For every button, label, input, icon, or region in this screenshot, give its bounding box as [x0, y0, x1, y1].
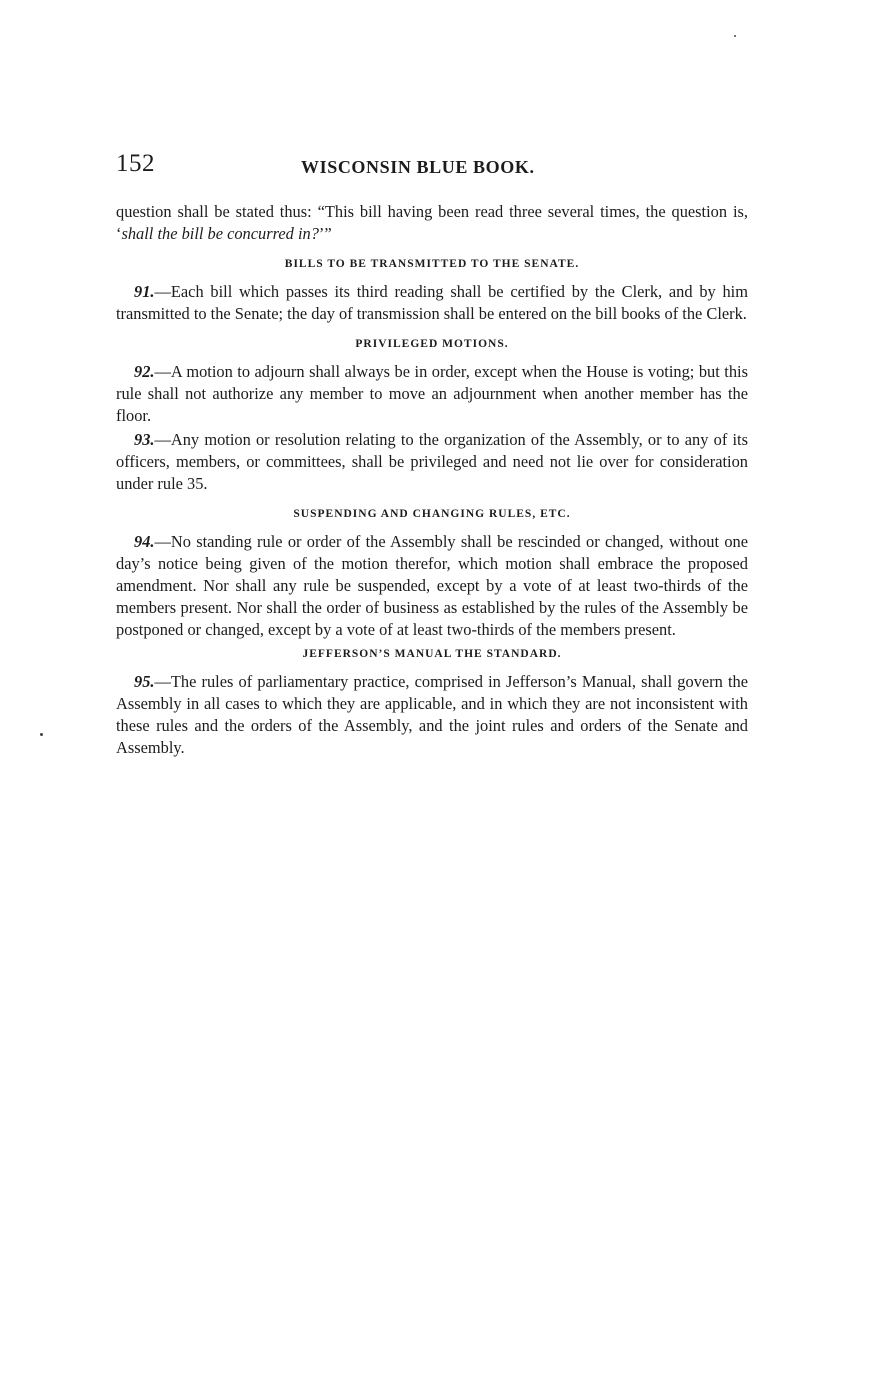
- rule-paragraph: [116, 429, 748, 495]
- section-heading: JEFFERSON’S MANUAL THE STANDARD.: [302, 648, 562, 660]
- rule-number: 94.: [134, 532, 155, 551]
- rule-paragraph: [116, 361, 748, 427]
- book-page: [116, 150, 748, 759]
- rule-number: 92.: [134, 362, 155, 381]
- page-number: 152: [116, 150, 155, 177]
- rule-text: —No standing rule or order of the Assembly shall be rescinded or changed, without one day’s notice being given of the motion therefor, which motion shall embrace the proposed amendment. Nor shall any rule be suspended, except by a vote of at least two-thirds of the members present. Nor shall the order of business as established by the rules of the Assembly be postponed or changed, except by a vote of at least two-thirds of the members present.: [116, 532, 748, 639]
- rule-paragraph: [116, 531, 748, 641]
- section-heading: SUSPENDING AND CHANGING RULES, ETC.: [293, 508, 571, 520]
- rule-number: 91.: [134, 282, 155, 301]
- rule-text: —Any motion or resolution relating to the organization of the Assembly, or to any of its officers, members, or committees, shall be privileged and need not lie over for consideration under rule 35.: [116, 430, 748, 493]
- intro-question: shall the bill be concurred in?: [121, 224, 319, 243]
- page-body: [116, 201, 748, 759]
- section-heading: BILLS TO BE TRANSMITTED TO THE SENATE.: [284, 258, 580, 270]
- rule-paragraph: [116, 281, 748, 325]
- rule-text: —Each bill which passes its third reading shall be certified by the Clerk, and by him transmitted to the Senate; the day of transmission shall be entered on the bill books of the Clerk.: [116, 282, 748, 323]
- rule-text: —A motion to adjourn shall always be in order, except when the House is voting; but this rule shall not authorize any member to move an adjournment when another member has the floor.: [116, 362, 748, 425]
- running-head: WISCONSIN BLUE BOOK.: [301, 157, 535, 177]
- intro-close-quote: ’”: [318, 224, 332, 243]
- intro-text: question shall be stated thus: “This bill having been read three several times, the question is, ‘: [116, 202, 748, 243]
- section-heading: PRIVILEGED MOTIONS.: [355, 338, 509, 350]
- rule-number: 95.: [134, 672, 155, 691]
- rule-text: —The rules of parliamentary practice, comprised in Jefferson’s Manual, shall govern the Assembly in all cases to which they are applicable, and in which they are not inconsistent with these rules and the orders of the Assembly, and the joint rules and orders of the Senate and Assembly.: [116, 672, 748, 757]
- continued-paragraph: [116, 201, 748, 245]
- rule-paragraph: [116, 671, 748, 759]
- paper-speck: [734, 35, 736, 37]
- paper-speck: [40, 733, 43, 736]
- rule-number: 93.: [134, 430, 155, 449]
- page-header: [116, 150, 748, 184]
